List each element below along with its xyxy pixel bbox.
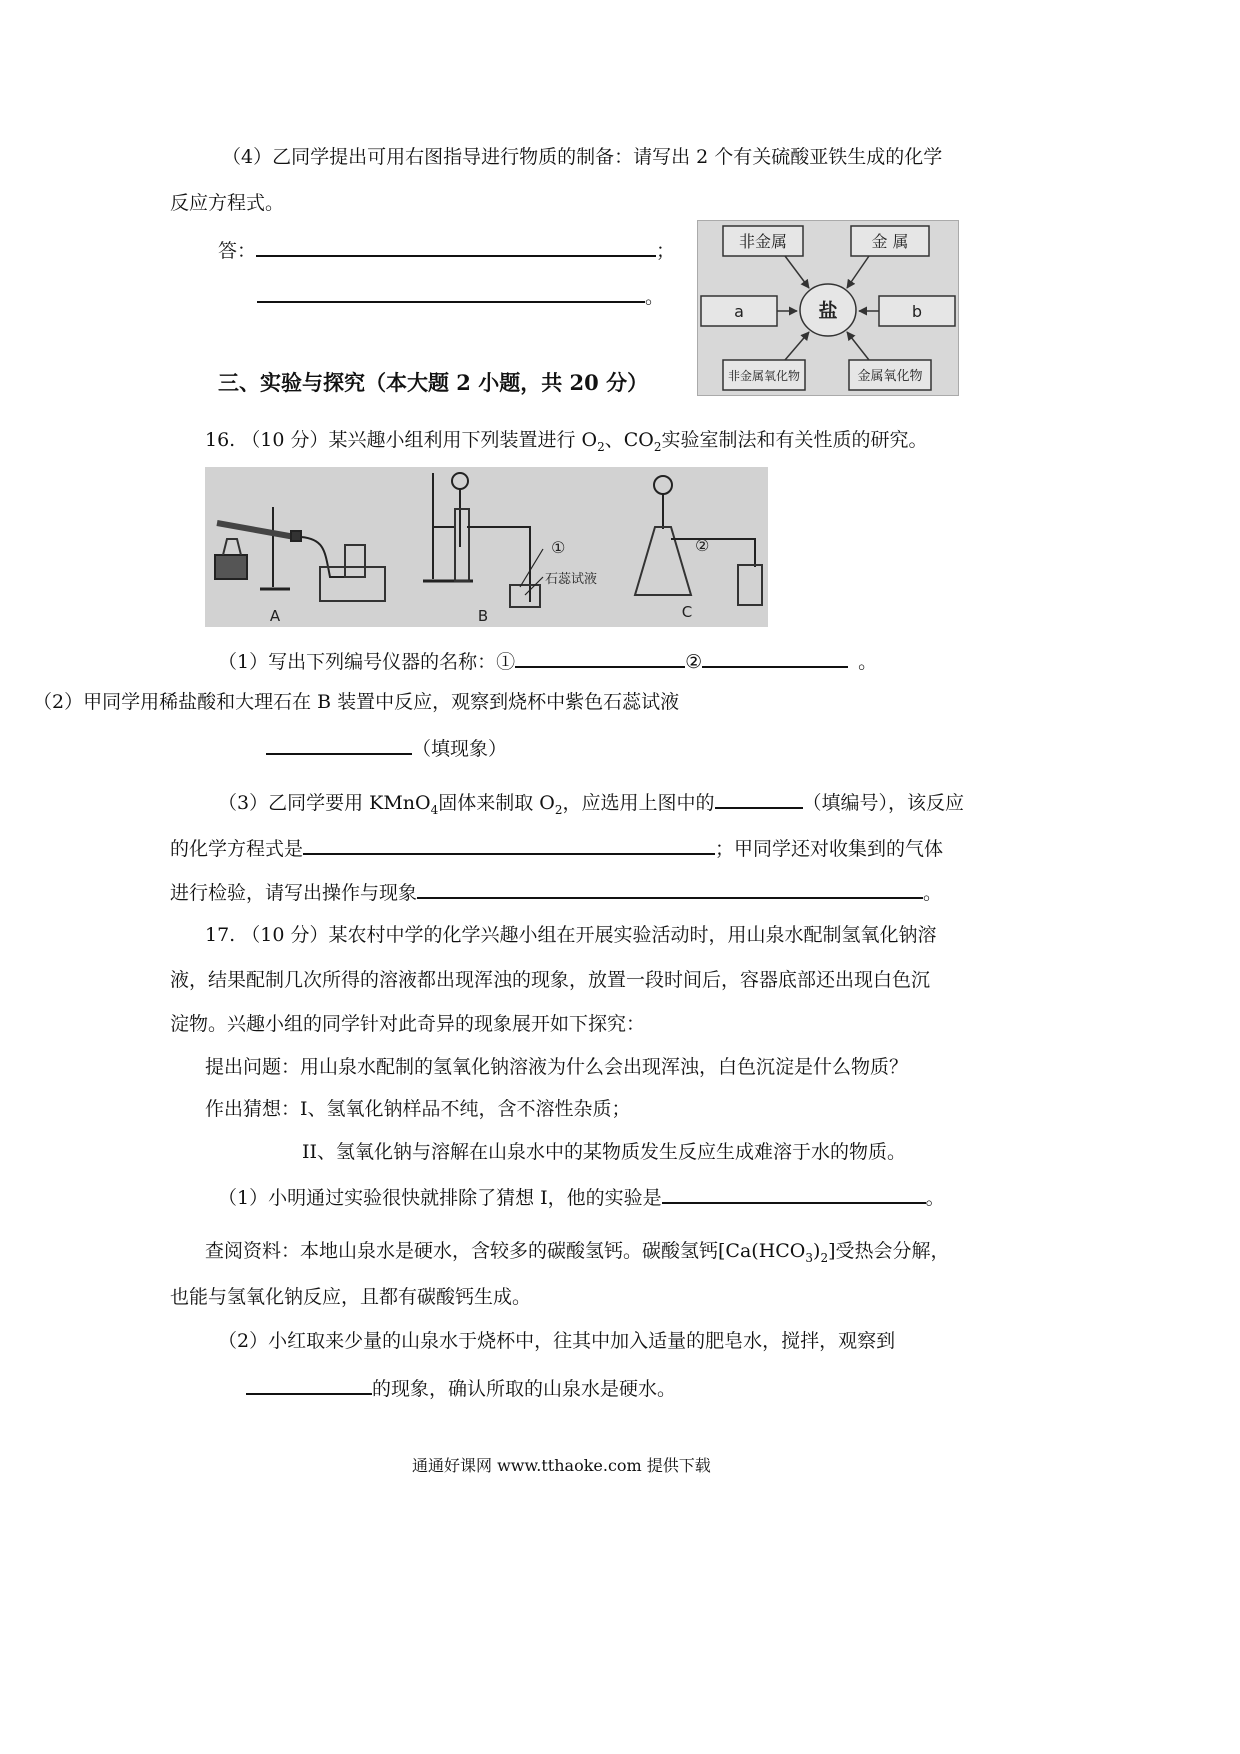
q17-p2 [218, 1329, 895, 1353]
label-apparatus-a: A [269, 607, 281, 625]
q17-l3-text: 淀物。兴趣小组的同学针对此奇异的现象展开如下探究： [170, 1013, 646, 1035]
q16-p3-sub4: 4 [430, 802, 439, 817]
q15-4-text2: 反应方程式。 [170, 192, 285, 214]
q15-4-text: （4）乙同学提出可用右图指导进行物质的制备：请写出 2 个有关硫酸亚铁生成的化学 [222, 146, 943, 168]
q16-p3-sub2: 2 [554, 802, 563, 817]
q16-intro-a: 16. （10 分）某兴趣小组利用下列装置进行 O [205, 429, 598, 451]
q17-l2 [170, 968, 930, 992]
q16-sub-o2: 2 [597, 439, 605, 454]
q16-p2-fill-line [266, 735, 507, 761]
q16-p1-a: （1）写出下列编号仪器的名称：① [218, 651, 516, 673]
q16-p3-b: 固体来制取 O [438, 792, 555, 814]
q17-l1 [205, 923, 936, 947]
q16-p2-fill: （填现象） [412, 738, 508, 760]
answer-label: 答： [218, 240, 257, 262]
label-metal-oxide: 金属氧化物 [857, 369, 923, 384]
section3-heading [218, 371, 648, 395]
q17-blank-2[interactable] [246, 1375, 372, 1395]
label-b: b [911, 302, 923, 321]
salt-relationship-diagram [697, 220, 959, 396]
q16-p3-line3 [170, 879, 942, 905]
q16-p3-a: （3）乙同学要用 KMnO [218, 792, 431, 814]
q17-info [205, 1239, 950, 1263]
q16-p3-line2-a: 的化学方程式是 [170, 838, 304, 860]
q17-guess2-text: II、氢氧化钠与溶解在山泉水中的某物质发生反应生成难溶于水的物质。 [302, 1141, 907, 1163]
label-a: a [734, 302, 744, 321]
q15-4-answer-line1 [218, 237, 675, 263]
q17-blank-1[interactable] [662, 1184, 926, 1204]
q17-info-c: ]受热会分解， [828, 1240, 950, 1262]
q17-question-text: 提出问题：用山泉水配制的氢氧化钠溶液为什么会出现浑浊，白色沉淀是什么物质？ [205, 1056, 909, 1078]
label-nonmetal-oxide: 非金属氧化物 [727, 369, 801, 383]
q17-l2-text: 液，结果配制几次所得的溶液都出现浑浊的现象，放置一段时间后，容器底部还出现白色沉 [170, 969, 931, 991]
q16-intro-c: 实验室制法和有关性质的研究。 [661, 429, 928, 451]
q17-p2-text: （2）小红取来少量的山泉水于烧杯中，往其中加入适量的肥皂水，搅拌，观察到 [218, 1330, 896, 1352]
q16-p3-line3-a: 进行检验，请写出操作与现象 [170, 882, 418, 904]
q17-l3 [170, 1012, 645, 1036]
q17-info-a: 查阅资料：本地山泉水是硬水，含较多的碳酸氢钙。碳酸氢钙[Ca(HCO [205, 1240, 806, 1262]
q16-intro-b: 、CO [604, 429, 654, 451]
q16-p3-line2 [170, 835, 943, 861]
q17-guess1-text: 作出猜想：I、氢氧化钠样品不纯，含不溶性杂质； [205, 1098, 631, 1120]
q17-question [205, 1055, 908, 1079]
footer-text: 通通好课网 www.tthaoke.com 提供下载 [412, 1456, 711, 1475]
q16-blank-5[interactable] [303, 835, 715, 855]
q17-guess2 [302, 1140, 906, 1164]
q17-info-sub3: 3 [805, 1250, 814, 1265]
q16-p3-line2-b: ；甲同学还对收集到的气体 [715, 838, 944, 860]
q16-p2 [33, 690, 679, 714]
q16-blank-6[interactable] [417, 879, 923, 899]
q17-info-b: ) [813, 1240, 821, 1262]
page-footer [412, 1456, 711, 1476]
apparatus-figure [205, 467, 768, 627]
q17-info-l2-text: 也能与氢氧化钠反应，且都有碳酸钙生成。 [170, 1286, 532, 1308]
answer-blank-1[interactable] [256, 237, 656, 257]
q16-p1 [218, 648, 877, 674]
q17-p1 [218, 1184, 945, 1210]
answer-sep: ； [656, 240, 676, 262]
q16-p3 [218, 789, 964, 815]
q17-p1-text: （1）小明通过实验很快就排除了猜想 I，他的实验是 [218, 1187, 662, 1209]
q16-p3-d: （填编号），该反应 [802, 792, 965, 814]
q16-intro [205, 428, 928, 452]
marker-2: ② [695, 536, 710, 555]
q15-4-line1 [222, 145, 942, 169]
q17-p1-end: 。 [925, 1187, 945, 1209]
answer-blank-2[interactable] [257, 283, 645, 303]
q17-p2-l2-text: 的现象，确认所取的山泉水是硬水。 [372, 1378, 677, 1400]
marker-1: ① [551, 538, 566, 557]
q16-p1-b: ② [685, 651, 703, 673]
q17-p2-l2 [246, 1375, 676, 1401]
label-salt: 盐 [818, 300, 838, 322]
section3-heading-text: 三、实验与探究（本大题 2 小题，共 20 分） [218, 370, 649, 395]
q17-l1-text: 17. （10 分）某农村中学的化学兴趣小组在开展实验活动时，用山泉水配制氢氧化钠溶 [205, 924, 937, 946]
q16-sub-co2: 2 [653, 439, 662, 454]
q16-blank-2[interactable] [702, 648, 848, 668]
q17-info-l2 [170, 1285, 531, 1309]
q17-guess1 [205, 1097, 631, 1121]
label-apparatus-c: C [681, 603, 693, 621]
q15-4-answer-line2 [257, 283, 664, 309]
label-metal: 金 属 [871, 232, 909, 251]
q16-p2-text: （2）甲同学用稀盐酸和大理石在 B 装置中反应，观察到烧杯中紫色石蕊试液 [33, 691, 680, 713]
label-litmus: 石蕊试液 [545, 572, 598, 587]
label-nonmetal: 非金属 [738, 232, 788, 251]
q16-blank-4[interactable] [715, 789, 803, 809]
label-apparatus-b: B [477, 607, 489, 625]
q16-blank-1[interactable] [515, 648, 685, 668]
q17-info-sub2: 2 [820, 1250, 829, 1265]
q16-blank-3[interactable] [266, 735, 412, 755]
q16-p3-line3-end: 。 [923, 882, 943, 904]
q15-4-line2 [170, 191, 284, 215]
answer-end: 。 [645, 286, 665, 308]
q16-p1-end: 。 [858, 651, 878, 673]
q16-p3-c: ，应选用上图中的 [562, 792, 715, 814]
